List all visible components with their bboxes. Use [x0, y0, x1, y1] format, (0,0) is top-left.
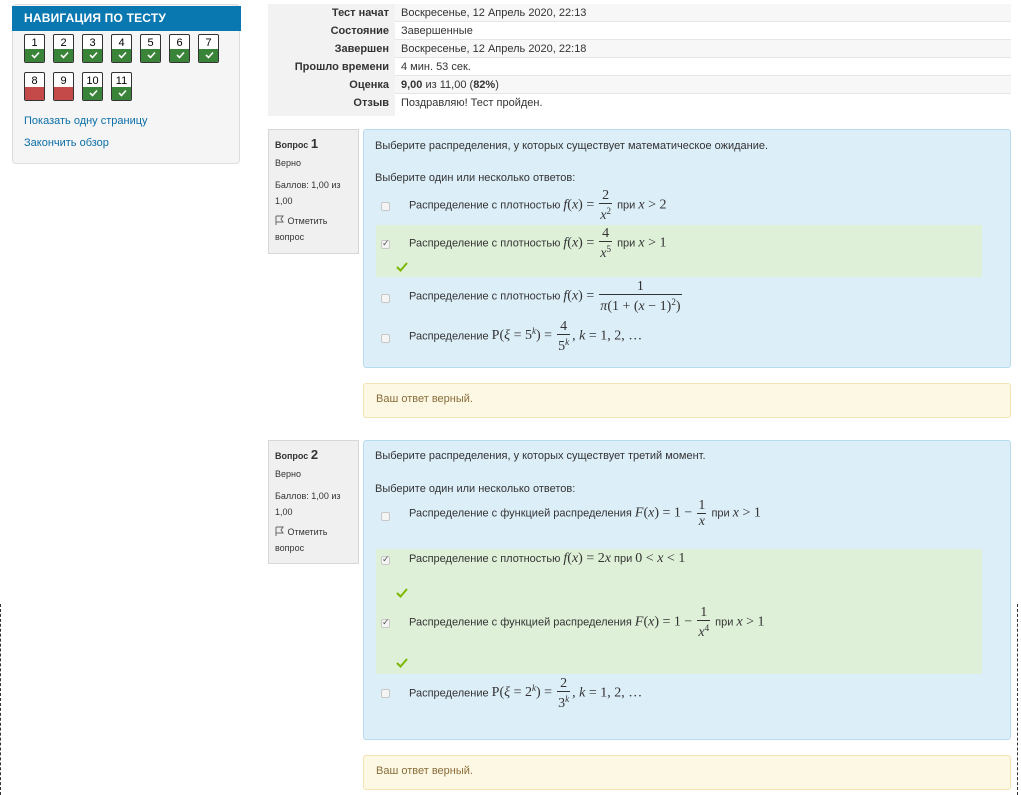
check-icon [89, 89, 98, 97]
q1-answer-a [376, 188, 982, 224]
check-icon [31, 51, 40, 59]
nav-question-number: 5 [147, 37, 154, 49]
question-2-feedback: Ваш ответ верный. [363, 755, 1011, 790]
q1-answer-a-checkbox[interactable] [381, 202, 390, 211]
nav-question-10-button[interactable] [82, 72, 103, 101]
check-icon [147, 51, 156, 59]
grade-of: из 11,00 [425, 79, 467, 91]
grade-score: 9,00 [401, 79, 423, 91]
q1-answer-a-label: Распределение с плотностью f(x) = $\frac{2}{x^2}$ при x > 2 [409, 188, 667, 223]
nav-question-7-button[interactable] [198, 34, 219, 63]
quiz-navigation-title: НАВИГАЦИЯ ПО ТЕСТУ [12, 6, 241, 31]
nav-question-number: 2 [60, 37, 67, 49]
question-1-marks: Баллов: 1,00 из 1,00 [275, 180, 341, 206]
q1-answer-b [376, 225, 982, 277]
time-taken-label: Прошло времени [268, 58, 395, 76]
nav-question-number: 1 [31, 37, 38, 49]
q1-answer-d-label: Распределение $P(\xi = 5^k)$ = $\frac{4}{5^k}$ , k = 1, 2, … [409, 319, 643, 354]
check-icon [60, 51, 69, 59]
nav-question-number: 8 [31, 75, 38, 87]
question-1-info [268, 129, 359, 254]
nav-question-number: 3 [89, 37, 96, 49]
q1-answer-c-label: Распределение с плотностью f(x) = $\frac{1}{\pi(1 + (x - 1)^2)}$ [409, 279, 681, 314]
question-1-prompt: Выберите один или несколько ответов: [375, 172, 576, 184]
q1-answer-c-checkbox[interactable] [381, 294, 390, 303]
nav-question-4-button[interactable] [111, 34, 132, 63]
nav-question-2-button[interactable] [53, 34, 74, 63]
summary-row-feedback [268, 94, 1011, 116]
correct-check-icon [396, 658, 408, 668]
attempt-summary-table [268, 4, 1011, 116]
question-2-text: Выберите распределения, у которых существует третий момент. [375, 450, 706, 462]
correct-check-icon [396, 588, 408, 598]
nav-question-number: 9 [60, 75, 67, 87]
q2-answer-a-checkbox[interactable] [381, 512, 390, 521]
finish-review-link[interactable]: Закончить обзор [24, 137, 109, 149]
state-label: Состояние [268, 22, 395, 40]
summary-row-started [268, 4, 1011, 22]
correct-status-bar [112, 87, 131, 100]
nav-question-number: 11 [115, 75, 128, 87]
q2-answer-b-checkbox[interactable] [381, 556, 390, 565]
question-1-state: Верно [275, 158, 301, 168]
grade-percent: 82% [473, 79, 496, 91]
q2-answer-d-label: Распределение $P(\xi = 2^k)$ = $\frac{2}{3^k}$ , k = 1, 2, … [409, 676, 643, 711]
question-1-feedback: Ваш ответ верный. [363, 383, 1011, 418]
q1-answer-d-checkbox[interactable] [381, 334, 390, 343]
selection-border-left [0, 604, 1, 795]
check-icon [118, 51, 127, 59]
check-icon [205, 51, 214, 59]
nav-question-9-button[interactable] [53, 72, 74, 101]
check-icon [118, 89, 127, 97]
incorrect-status-bar [54, 87, 73, 100]
question-2-content [363, 440, 1011, 740]
grade-value: 9,00 из 11,00 (82%) [395, 76, 1011, 94]
q1-answer-b-checkbox[interactable] [381, 240, 390, 249]
q2-answer-a [376, 497, 982, 537]
question-2-number: Вопрос 2 [275, 447, 319, 462]
q2-answer-d [376, 674, 982, 714]
nav-question-1-button[interactable] [24, 34, 45, 63]
question-1-text: Выберите распределения, у которых существует математическое ожидание. [375, 140, 769, 152]
nav-question-8-button[interactable] [24, 72, 45, 101]
correct-status-bar [83, 49, 102, 62]
summary-row-time [268, 58, 1011, 76]
q1-answer-c [376, 279, 982, 317]
question-2-marks: Баллов: 1,00 из 1,00 [275, 491, 341, 517]
nav-question-number: 4 [118, 37, 125, 49]
q2-answer-b-label: Распределение с плотностью f(x) = 2x при 0 < x < 1 [409, 551, 686, 566]
started-value: Воскресенье, 12 Апрель 2020, 22:13 [395, 4, 1011, 22]
feedback-label: Отзыв [268, 94, 395, 116]
grade-label: Оценка [268, 76, 395, 94]
correct-check-icon [396, 262, 408, 272]
state-value: Завершенные [395, 22, 1011, 40]
question-1-content [363, 129, 1011, 368]
check-icon [89, 51, 98, 59]
q2-answer-a-label: Распределение с функцией распределения F(x) = 1 − $\frac{1}{x}$ при x > 1 [409, 498, 761, 529]
summary-row-completed [268, 40, 1011, 58]
show-one-page-link[interactable]: Показать одну страницу [24, 115, 148, 127]
correct-status-bar [199, 49, 218, 62]
selection-border-right [1017, 604, 1018, 795]
correct-status-bar [141, 49, 160, 62]
correct-status-bar [25, 49, 44, 62]
question-2-info [268, 440, 359, 564]
q2-answer-c-label: Распределение с функцией распределения F(x) = 1 − $\frac{1}{x^4}$ при x > 1 [409, 605, 765, 640]
q1-answer-b-label: Распределение с плотностью f(x) = $\frac{4}{x^5}$ при x > 1 [409, 226, 667, 261]
q2-answer-b-and-c [376, 549, 982, 674]
correct-status-bar [112, 49, 131, 62]
nav-question-5-button[interactable] [140, 34, 161, 63]
question-2-flag[interactable]: Отметить вопрос [275, 527, 328, 553]
time-taken-value: 4 мин. 53 сек. [395, 58, 1011, 76]
correct-status-bar [54, 49, 73, 62]
nav-question-number: 6 [176, 37, 183, 49]
correct-status-bar [170, 49, 189, 62]
correct-status-bar [83, 87, 102, 100]
q2-answer-d-checkbox[interactable] [381, 689, 390, 698]
question-2-prompt: Выберите один или несколько ответов: [375, 483, 576, 495]
feedback-value: Поздравляю! Тест пройден. [395, 94, 1011, 116]
flag-icon [275, 215, 285, 225]
summary-row-grade [268, 76, 1011, 94]
nav-question-number: 7 [205, 37, 212, 49]
q2-answer-c-checkbox[interactable] [381, 619, 390, 628]
nav-question-3-button[interactable] [82, 34, 103, 63]
summary-row-state [268, 22, 1011, 40]
question-1-flag[interactable]: Отметить вопрос [275, 216, 328, 242]
nav-question-number: 10 [86, 75, 99, 87]
q1-answer-d [376, 319, 982, 357]
check-icon [176, 51, 185, 59]
completed-value: Воскресенье, 12 Апрель 2020, 22:18 [395, 40, 1011, 58]
completed-label: Завершен [268, 40, 395, 58]
incorrect-status-bar [25, 87, 44, 100]
question-2-state: Верно [275, 469, 301, 479]
nav-question-11-button[interactable] [111, 72, 132, 101]
flag-icon [275, 526, 285, 536]
nav-question-6-button[interactable] [169, 34, 190, 63]
started-label: Тест начат [268, 4, 395, 22]
question-1-number: Вопрос 1 [275, 136, 319, 151]
